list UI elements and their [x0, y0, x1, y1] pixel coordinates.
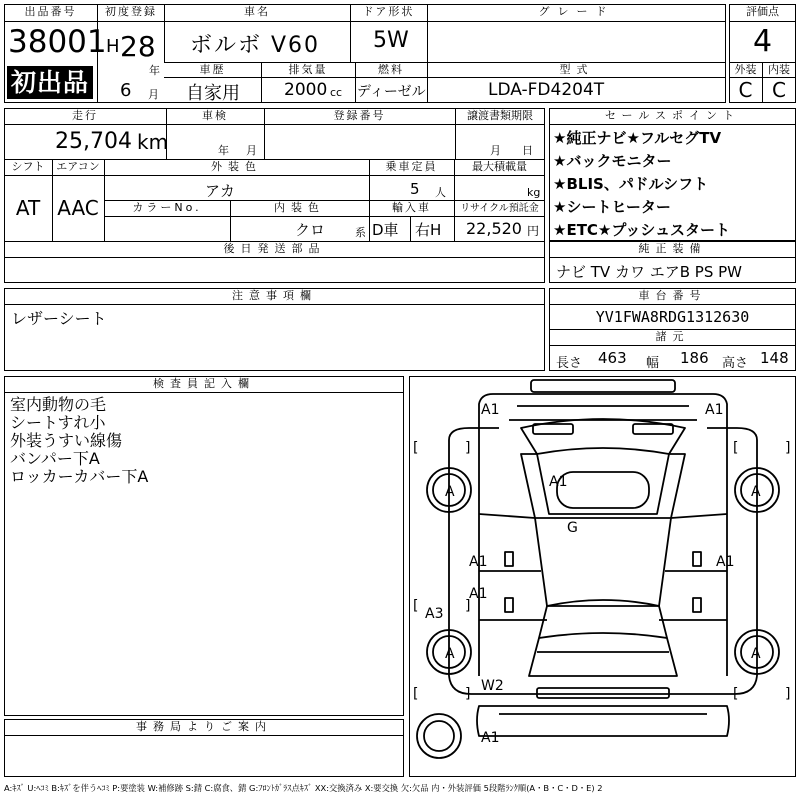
- exterior-label: 外装: [734, 63, 757, 76]
- equipment-list: ナビ TV カワ エアB PS PW: [556, 263, 742, 281]
- inspector-line: 外装うすい線傷: [10, 431, 123, 450]
- displacement: 2000: [284, 80, 328, 100]
- era: H: [106, 36, 120, 57]
- bracket-mark: [: [733, 440, 739, 456]
- transfer-day-unit: 日: [522, 144, 533, 157]
- bracket-mark: ]: [465, 440, 471, 456]
- int-color: クロ: [295, 221, 326, 239]
- first-reg-label: 初度登録: [105, 5, 157, 18]
- capacity: 5: [410, 180, 420, 198]
- car-name-label: 車名: [244, 5, 270, 18]
- mileage: 25,704: [55, 129, 132, 154]
- interior-label: 内装: [768, 63, 790, 76]
- int-color-suffix: 系: [355, 226, 366, 239]
- lot-number-label: 出品番号: [24, 5, 77, 18]
- bracket-mark: [: [413, 686, 419, 702]
- sales-point: ★BLIS、パドルシフト: [553, 175, 709, 193]
- recycle-label: リサイクル預託金: [460, 203, 539, 214]
- door-label: ドア形状: [362, 5, 415, 18]
- ac-label: エアコン: [56, 160, 100, 173]
- sales-points-label: セールスポイント: [604, 109, 740, 122]
- capacity-label: 乗車定員: [385, 160, 438, 173]
- length-label: 長さ: [556, 356, 583, 371]
- ext-color-label: 外装色: [211, 160, 262, 173]
- damage-mark: A1: [481, 730, 500, 746]
- import-label: 輸入車: [392, 201, 431, 214]
- damage-mark: A: [751, 484, 761, 500]
- bracket-mark: ]: [785, 686, 791, 702]
- score-label: 評価点: [746, 5, 779, 18]
- inspection-year-unit: 年: [218, 144, 229, 157]
- int-color-label: 内装色: [274, 201, 325, 214]
- exterior-grade: C: [738, 78, 753, 102]
- legend: A:ｷｽﾞ U:ﾍｺﾐ B:ｷｽﾞを伴うﾍｺﾐ P:要塗装 W:補修跡 S:錆 C:腐食、錆 G:ﾌﾛﾝﾄｶﾞﾗｽ点ｷｽﾞ XX:交換済み X:要交換 欠:欠品 内・外装評価 5段階ﾗﾝｸ順(A・B・C・D・E) 2: [4, 783, 603, 793]
- sales-point: ★純正ナビ★フルセグTV: [553, 129, 722, 147]
- width: 186: [680, 349, 709, 367]
- notes-label: 注意事項欄: [232, 289, 317, 302]
- height: 148: [760, 349, 789, 367]
- inspector-line: ロッカーカバー下A: [10, 467, 149, 486]
- inspection-label: 車検: [202, 109, 228, 122]
- mileage-unit: km: [137, 130, 169, 154]
- inspector-label: 検査員記入欄: [153, 377, 255, 390]
- transfer-month-unit: 月: [490, 144, 501, 157]
- recycle-unit: 円: [527, 224, 540, 238]
- damage-mark: A1: [469, 554, 488, 570]
- ac: AAC: [57, 196, 99, 220]
- height-label: 高さ: [722, 356, 749, 371]
- shift-label: シフト: [11, 160, 45, 173]
- bracket-mark: [: [413, 598, 419, 614]
- car-diagram: [409, 376, 796, 777]
- import-type: D車: [372, 221, 399, 239]
- sales-points-list: [553, 127, 730, 242]
- model-code: LDA-FD4204T: [488, 80, 605, 100]
- month-unit: 月: [148, 88, 159, 101]
- inspector-notes: [10, 396, 148, 486]
- recycle-amount: 22,520: [466, 219, 522, 238]
- capacity-unit: 人: [435, 186, 446, 199]
- damage-mark: A: [445, 646, 455, 662]
- equipment-label: 純正装備: [638, 242, 707, 255]
- damage-mark: A1: [469, 586, 488, 602]
- fuel: ディーゼル: [357, 84, 426, 100]
- bracket-mark: [: [733, 686, 739, 702]
- ext-color: アカ: [205, 182, 235, 200]
- bracket-mark: [: [413, 440, 419, 456]
- bracket-mark: ]: [785, 440, 791, 456]
- car-name: ボルボ V60: [190, 33, 321, 58]
- damage-mark: A1: [549, 474, 568, 490]
- damage-mark: G: [567, 520, 578, 536]
- damage-mark: A: [445, 484, 455, 500]
- displacement-unit: cc: [330, 86, 343, 99]
- color-no-label: カラーNo.: [132, 201, 202, 214]
- length: 463: [598, 349, 627, 367]
- model-label: 型式: [559, 63, 594, 76]
- handle-side: 右H: [415, 221, 442, 239]
- first-listing-badge: 初出品: [7, 66, 93, 99]
- reg-number-label: 登録番号: [333, 109, 386, 122]
- shift: AT: [15, 196, 41, 220]
- first-reg-month: 6: [120, 80, 132, 101]
- damage-mark: A1: [481, 402, 500, 418]
- later-parts-label: 後日発送部品: [223, 242, 326, 255]
- displacement-label: 排気量: [288, 63, 328, 76]
- damage-mark: A3: [425, 606, 444, 622]
- bracket-mark: ]: [465, 686, 471, 702]
- lot-number: 38001: [8, 24, 107, 60]
- chassis-number: YV1FWA8RDG1312630: [595, 308, 750, 326]
- first-reg-year: 28: [120, 30, 156, 63]
- max-load-label: 最大積載量: [472, 160, 527, 173]
- grade-label: グレード: [538, 5, 615, 18]
- sales-point: ★ETC★プッシュスタート: [553, 221, 731, 239]
- damage-mark: A: [751, 646, 761, 662]
- dims-label: 諸元: [655, 330, 690, 343]
- sales-point: ★バックモニター: [553, 152, 672, 170]
- mileage-label: 走行: [72, 109, 98, 122]
- sales-point: ★シートヒーター: [553, 198, 671, 216]
- history: 自家用: [186, 83, 240, 104]
- damage-mark: W2: [481, 678, 504, 694]
- inspection-month-unit: 月: [246, 144, 257, 157]
- year-unit: 年: [149, 64, 160, 77]
- inspector-line: 室内動物の毛: [10, 395, 107, 414]
- bracket-mark: ]: [465, 598, 471, 614]
- width-label: 幅: [646, 356, 660, 371]
- inspector-line: シートすれ小: [10, 413, 106, 432]
- chassis-label: 車台番号: [638, 289, 707, 302]
- notes-text: レザーシート: [11, 309, 107, 328]
- office-label: 事務局よりご案内: [136, 720, 272, 733]
- score: 4: [752, 24, 773, 59]
- door-type: 5W: [373, 28, 409, 53]
- damage-mark: A1: [705, 402, 724, 418]
- inspector-line: バンパー下A: [10, 449, 100, 468]
- damage-mark: A1: [716, 554, 735, 570]
- fuel-label: 燃料: [378, 63, 404, 76]
- history-label: 車歴: [199, 63, 226, 76]
- interior-grade: C: [772, 78, 786, 102]
- max-load-unit: kg: [527, 186, 541, 199]
- transfer-label: 譲渡書類期限: [467, 109, 533, 122]
